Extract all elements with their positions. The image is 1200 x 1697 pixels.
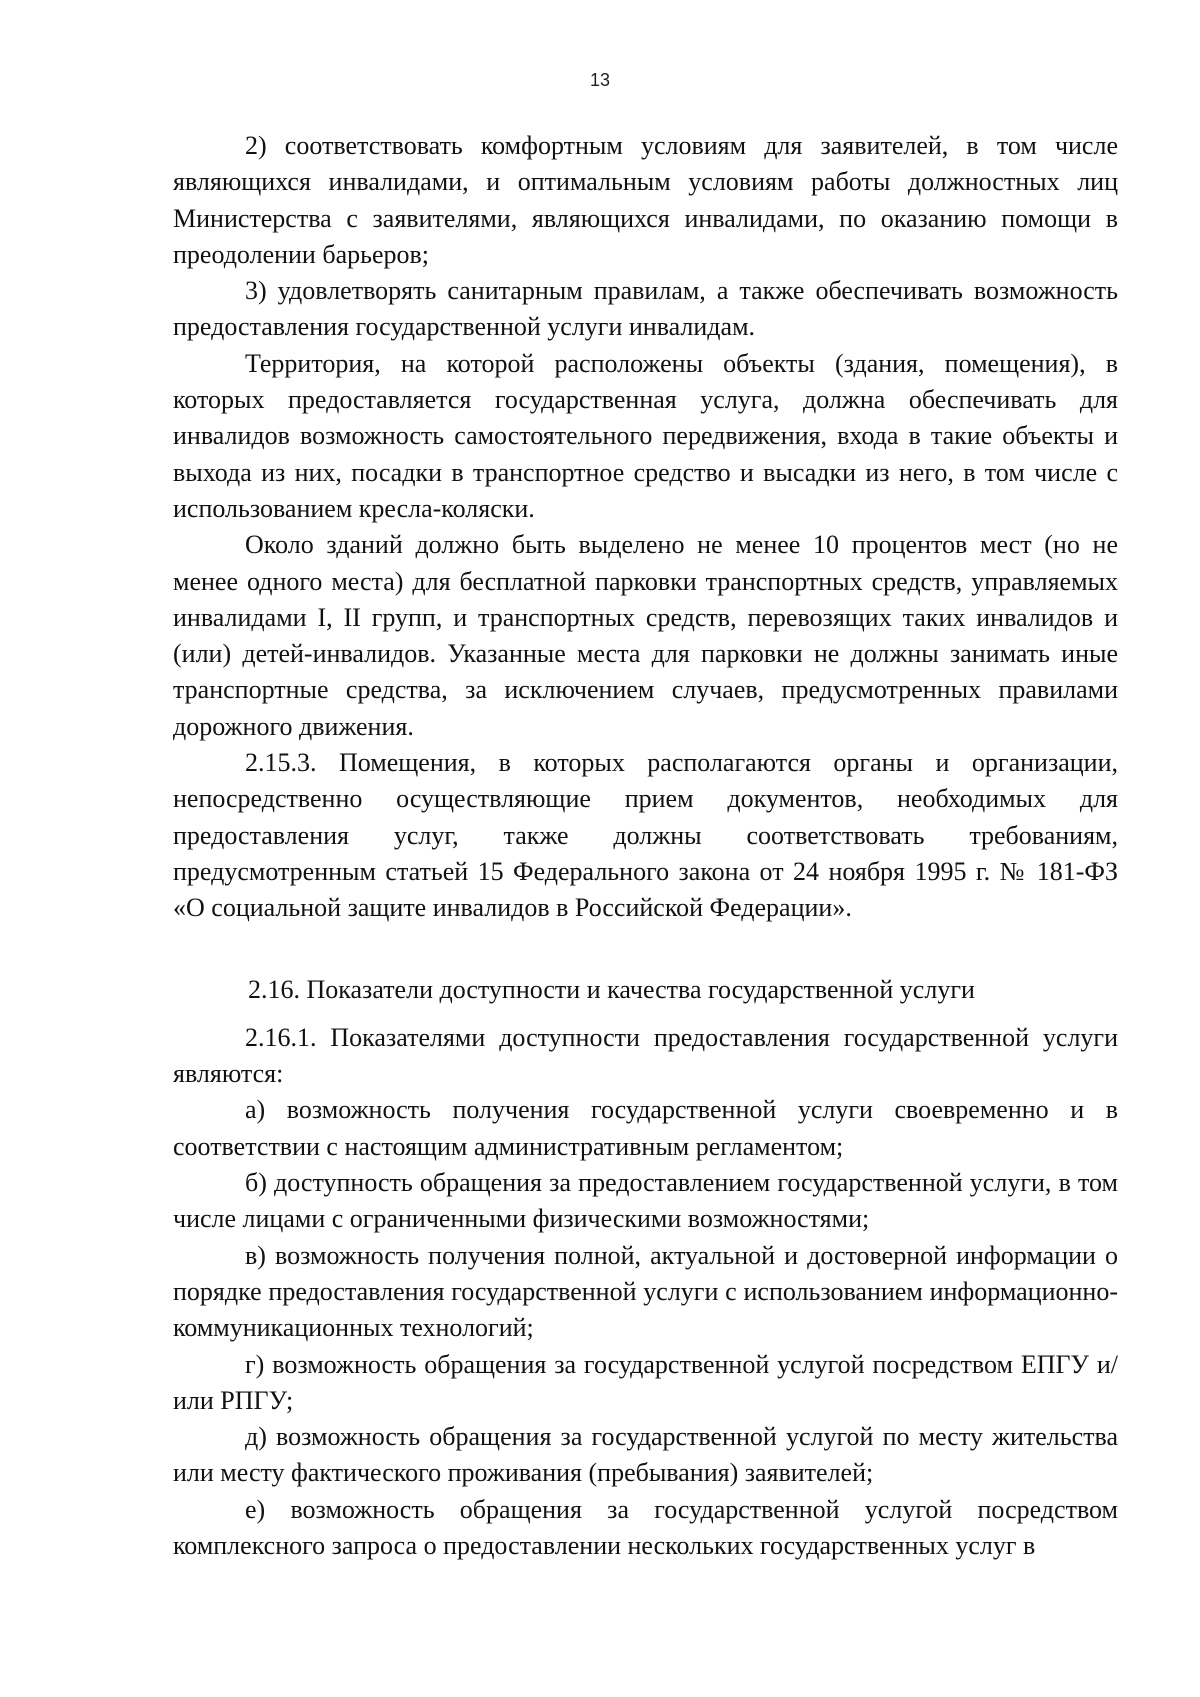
paragraph-parking: Около зданий должно быть выделено не менее 10 процентов мест (но не менее одного места) для бесплатной парковки транспортных средств, управляемых инвалидами I, II групп, и транспортных средств, перевозящих таких инвалидов и (или) детей-инвалидов. Указанные места для парковки не должны занимать иные транспортные средства, за исключением случаев, предусмотренных правилами дорожного движения. [173,530,1118,741]
page-number: 13 [589,70,611,90]
paragraph-item-g: г) возможность обращения за государственной услугой посредством ЕПГУ и/или РПГУ; [173,1349,1118,1415]
paragraph-territory: Территория, на которой расположены объекты (здания, помещения), в которых предоставляется государственная услуга, должна обеспечивать для инвалидов возможность самостоятельного передвижения, входа в такие объекты и выхода из них, посадки в транспортное средство и высадки из него, в том числе с использованием кресла-коляски. [173,348,1118,523]
paragraph-2-15-3: 2.15.3. Помещения, в которых располагаются органы и организации, непосредственно осуществляющие прием документов, необходимых для предоставления услуг, также должны соответствовать требованиям, предусмотренным статьей 15 Федерального закона от 24 ноября 1995 г. № 181-ФЗ «О социальной защите инвалидов в Российской Федерации». [173,748,1118,923]
paragraph-item-d: д) возможность обращения за государственной услугой по месту жительства или месту фактического проживания (пребывания) заявителей; [173,1422,1118,1488]
paragraph-item-3: 3) удовлетворять санитарным правилам, а также обеспечивать возможность предоставления государственной услуги инвалидам. [173,276,1118,342]
paragraph-item-b: б) доступность обращения за предоставлением государственной услуги, в том числе лицами с ограниченными физическими возможностями; [173,1168,1118,1234]
paragraph-item-2: 2) соответствовать комфортным условиям для заявителей, в том числе являющихся инвалидами, и оптимальным условиям работы должностных лиц Министерства с заявителями, являющихся инвалидами, по оказанию помощи в преодолении барьеров; [173,131,1118,269]
paragraph-2-16-1: 2.16.1. Показателями доступности предоставления государственной услуги являются: [173,1022,1118,1089]
document-body [173,128,1118,1564]
paragraph-item-a: а) возможность получения государственной услуги своевременно и в соответствии с настоящим административным регламентом; [173,1095,1118,1161]
paragraph-item-v: в) возможность получения полной, актуальной и достоверной информации о порядке предоставления государственной услуги с использованием информационно-коммуникационных технологий; [173,1240,1118,1343]
section-heading-2-16: 2.16. Показатели доступности и качества государственной услуги [248,974,975,1004]
paragraph-item-e: е) возможность обращения за государственной услугой посредством комплексного запроса о предоставлении нескольких государственных услуг в [173,1494,1118,1560]
